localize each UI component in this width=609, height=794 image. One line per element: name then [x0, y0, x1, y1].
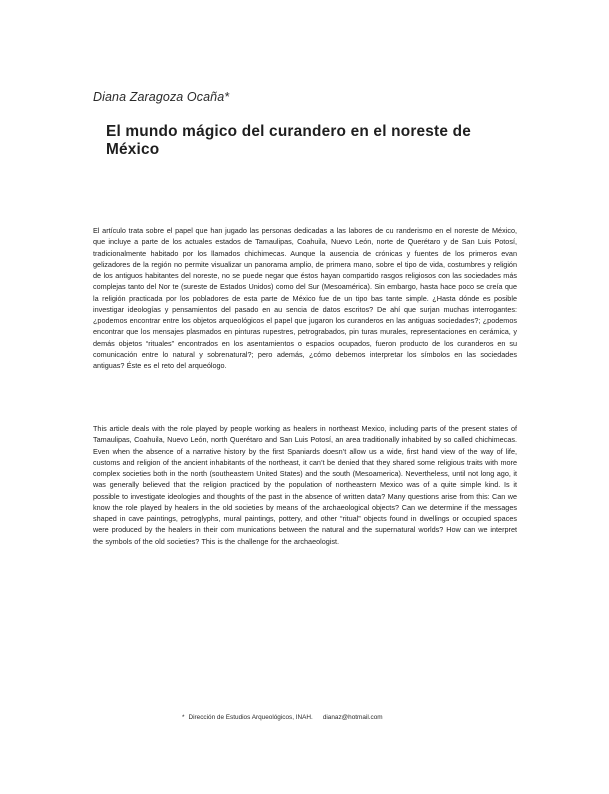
- author-name: Diana Zaragoza Ocaña*: [93, 90, 230, 104]
- footnote-email: dianaz@hotmail.com: [322, 714, 383, 721]
- author-footnote: [182, 713, 383, 722]
- footnote-marker: *: [182, 714, 185, 721]
- abstract-spanish: El artículo trata sobre el papel que han jugado las personas dedicadas a las labores de cu randerismo en el noreste de México, que incluye a parte de los actuales estados de Tamaulipas, Coahuila, Nuevo León, norte de Querétaro y de San Luis Potosí, tradicionalmente habitado por los llamados chichimecas. Aunque la ausencia de crónicas y fuentes de los primeros evan gelizadores de la región no permite visualizar un panorama amplio, de primera mano, sobre el tipo de vida, costumbres y religión de los antiguos habitantes del noreste, no se puede negar que éstos hayan compartido rasgos religiosos con las sociedades más complejas tanto del Nor te (sureste de Estados Unidos) como del Sur (Mesoamérica). Sin embargo, hasta hace poco se creía que la religión practicada por los pobladores de esta parte de México fue de un tipo bas tante simple. ¿Hasta dónde es posible investigar ideologías y pensamientos del pasado en au sencia de datos escritos? De ahí que surjan muchas interrogantes: ¿podemos encontrar entre los objetos arqueológicos el papel que jugaron los curanderos en las antiguas sociedades?; ¿podemos encontrar que los mensajes plasmados en pinturas rupestres, petrograbados, pin turas murales, representaciones en cerámica, y demás objetos “rituales” encontrados en los asentamientos o espacios ocupados, fueron producto de los curanderos en su comunicación entre lo natural y sobrenatural?; pero además, ¿cómo debemos interpretar los símbolos en las sociedades antiguas? Éste es el reto del arqueólogo.: [93, 226, 517, 370]
- abstract-english: This article deals with the role played by people working as healers in northeast Mexico, including parts of the present states of Tamaulipas, Coahuila, Nuevo León, north Querétaro and San Luis Potosí, an area traditionally inhabited by so called chichimecas. Even when the absence of a narrative history by the first Spaniards doesn’t allow us a wide, first hand view of the way of life, customs and religion of the ancient inhabitants of the northeast, it can’t be denied that they shared some religious traits with more complex societies both in the north (southeastern United States) and the south (Mesoamerica). Nevertheless, until not long ago, it was generally believed that the religion practiced by the population of northeastern Mexico was of a quite simple kind. Is it possible to investigate ideologies and thoughts of the past in the absence of written data? Many questions arise from this: Can we know the role played by healers in the old societies by means of the archaeological objects? Can we determine if the messages shaped in cave paintings, petroglyphs, mural paintings, pottery, and other “ritual” objects found in dwellings or occupied spaces were produced by the healers in their com munications between the natural and the supernatural worlds? How can we interpret the symbols of the old societies? This is the challenge for the archaeologist.: [93, 424, 517, 546]
- footnote-affiliation: Dirección de Estudios Arqueológicos, INAH.: [188, 714, 313, 721]
- article-title: El mundo mágico del curandero en el noreste de México: [106, 123, 471, 158]
